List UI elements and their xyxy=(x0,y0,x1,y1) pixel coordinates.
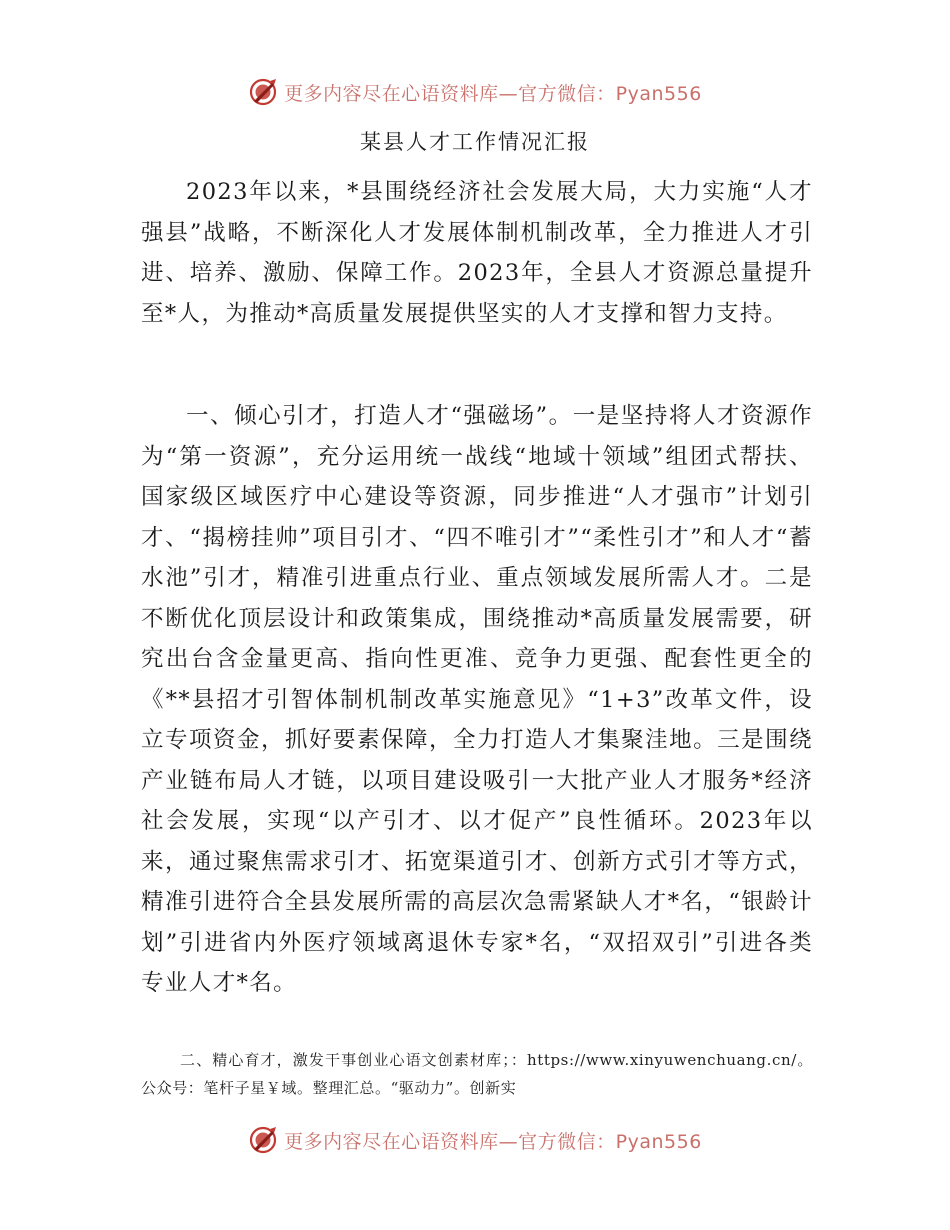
document-title: 某县人才工作情况汇报 xyxy=(360,130,590,154)
quill-seal-icon xyxy=(248,77,278,107)
banner-text: 更多内容尽在心语资料库—官方微信：Pyan556 xyxy=(284,82,702,105)
quill-seal-icon xyxy=(248,1125,278,1155)
banner-text: 更多内容尽在心语资料库—官方微信：Pyan556 xyxy=(284,1130,702,1153)
intro-paragraph: 2023年以来，*县围绕经济社会发展大局，大力实施“人才强县”战略，不断深化人才发展体制机制改革，全力推进人才引进、培养、激励、保障工作。2023年，全县人才资源总量提升至*人，为推动*高质量发展提供坚实的人才支撑和智力支持。 xyxy=(141,179,813,327)
section-two-paragraph: 二、精心育才，激发干事创业心语文创素材库；：https://www.xinyuwenchuang.cn/。公众号：笔杆子星￥域。整理汇总。“驱动力”。创新实 xyxy=(141,1051,813,1097)
header-banner xyxy=(0,72,950,112)
section-one-paragraph: 一、倾心引才，打造人才“强磁场”。一是坚持将人才资源作为“第一资源”，充分运用统一战线“地域十领域”组团式帮扶、国家级区域医疗中心建设等资源，同步推进“人才强市”计划引才、“揭榜挂帅”项目引才、“四不唯引才”“柔性引才”和人才“蓄水池”引才，精准引进重点行业、重点领域发展所需人才。二是不断优化顶层设计和政策集成，围绕推动*高质量发展需要，研究出台含金量更高、指向性更准、竞争力更强、配套性更全的《**县招才引智体制机制改革实施意见》“1+3”改革文件，设立专项资金，抓好要素保障，全力打造人才集聚洼地。三是围绕产业链布局人才链，以项目建设吸引一大批产业人才服务*经济社会发展，实现“以产引才、以才促产”良性循环。2023年以来，通过聚焦需求引才、拓宽渠道引才、创新方式引才等方式，精准引进符合全县发展所需的高层次急需紧缺人才*名，“银龄计划”引进省内外医疗领域离退休专家*名，“双招双引”引进各类专业人才*名。 xyxy=(141,403,813,996)
footer-banner xyxy=(0,1120,950,1160)
